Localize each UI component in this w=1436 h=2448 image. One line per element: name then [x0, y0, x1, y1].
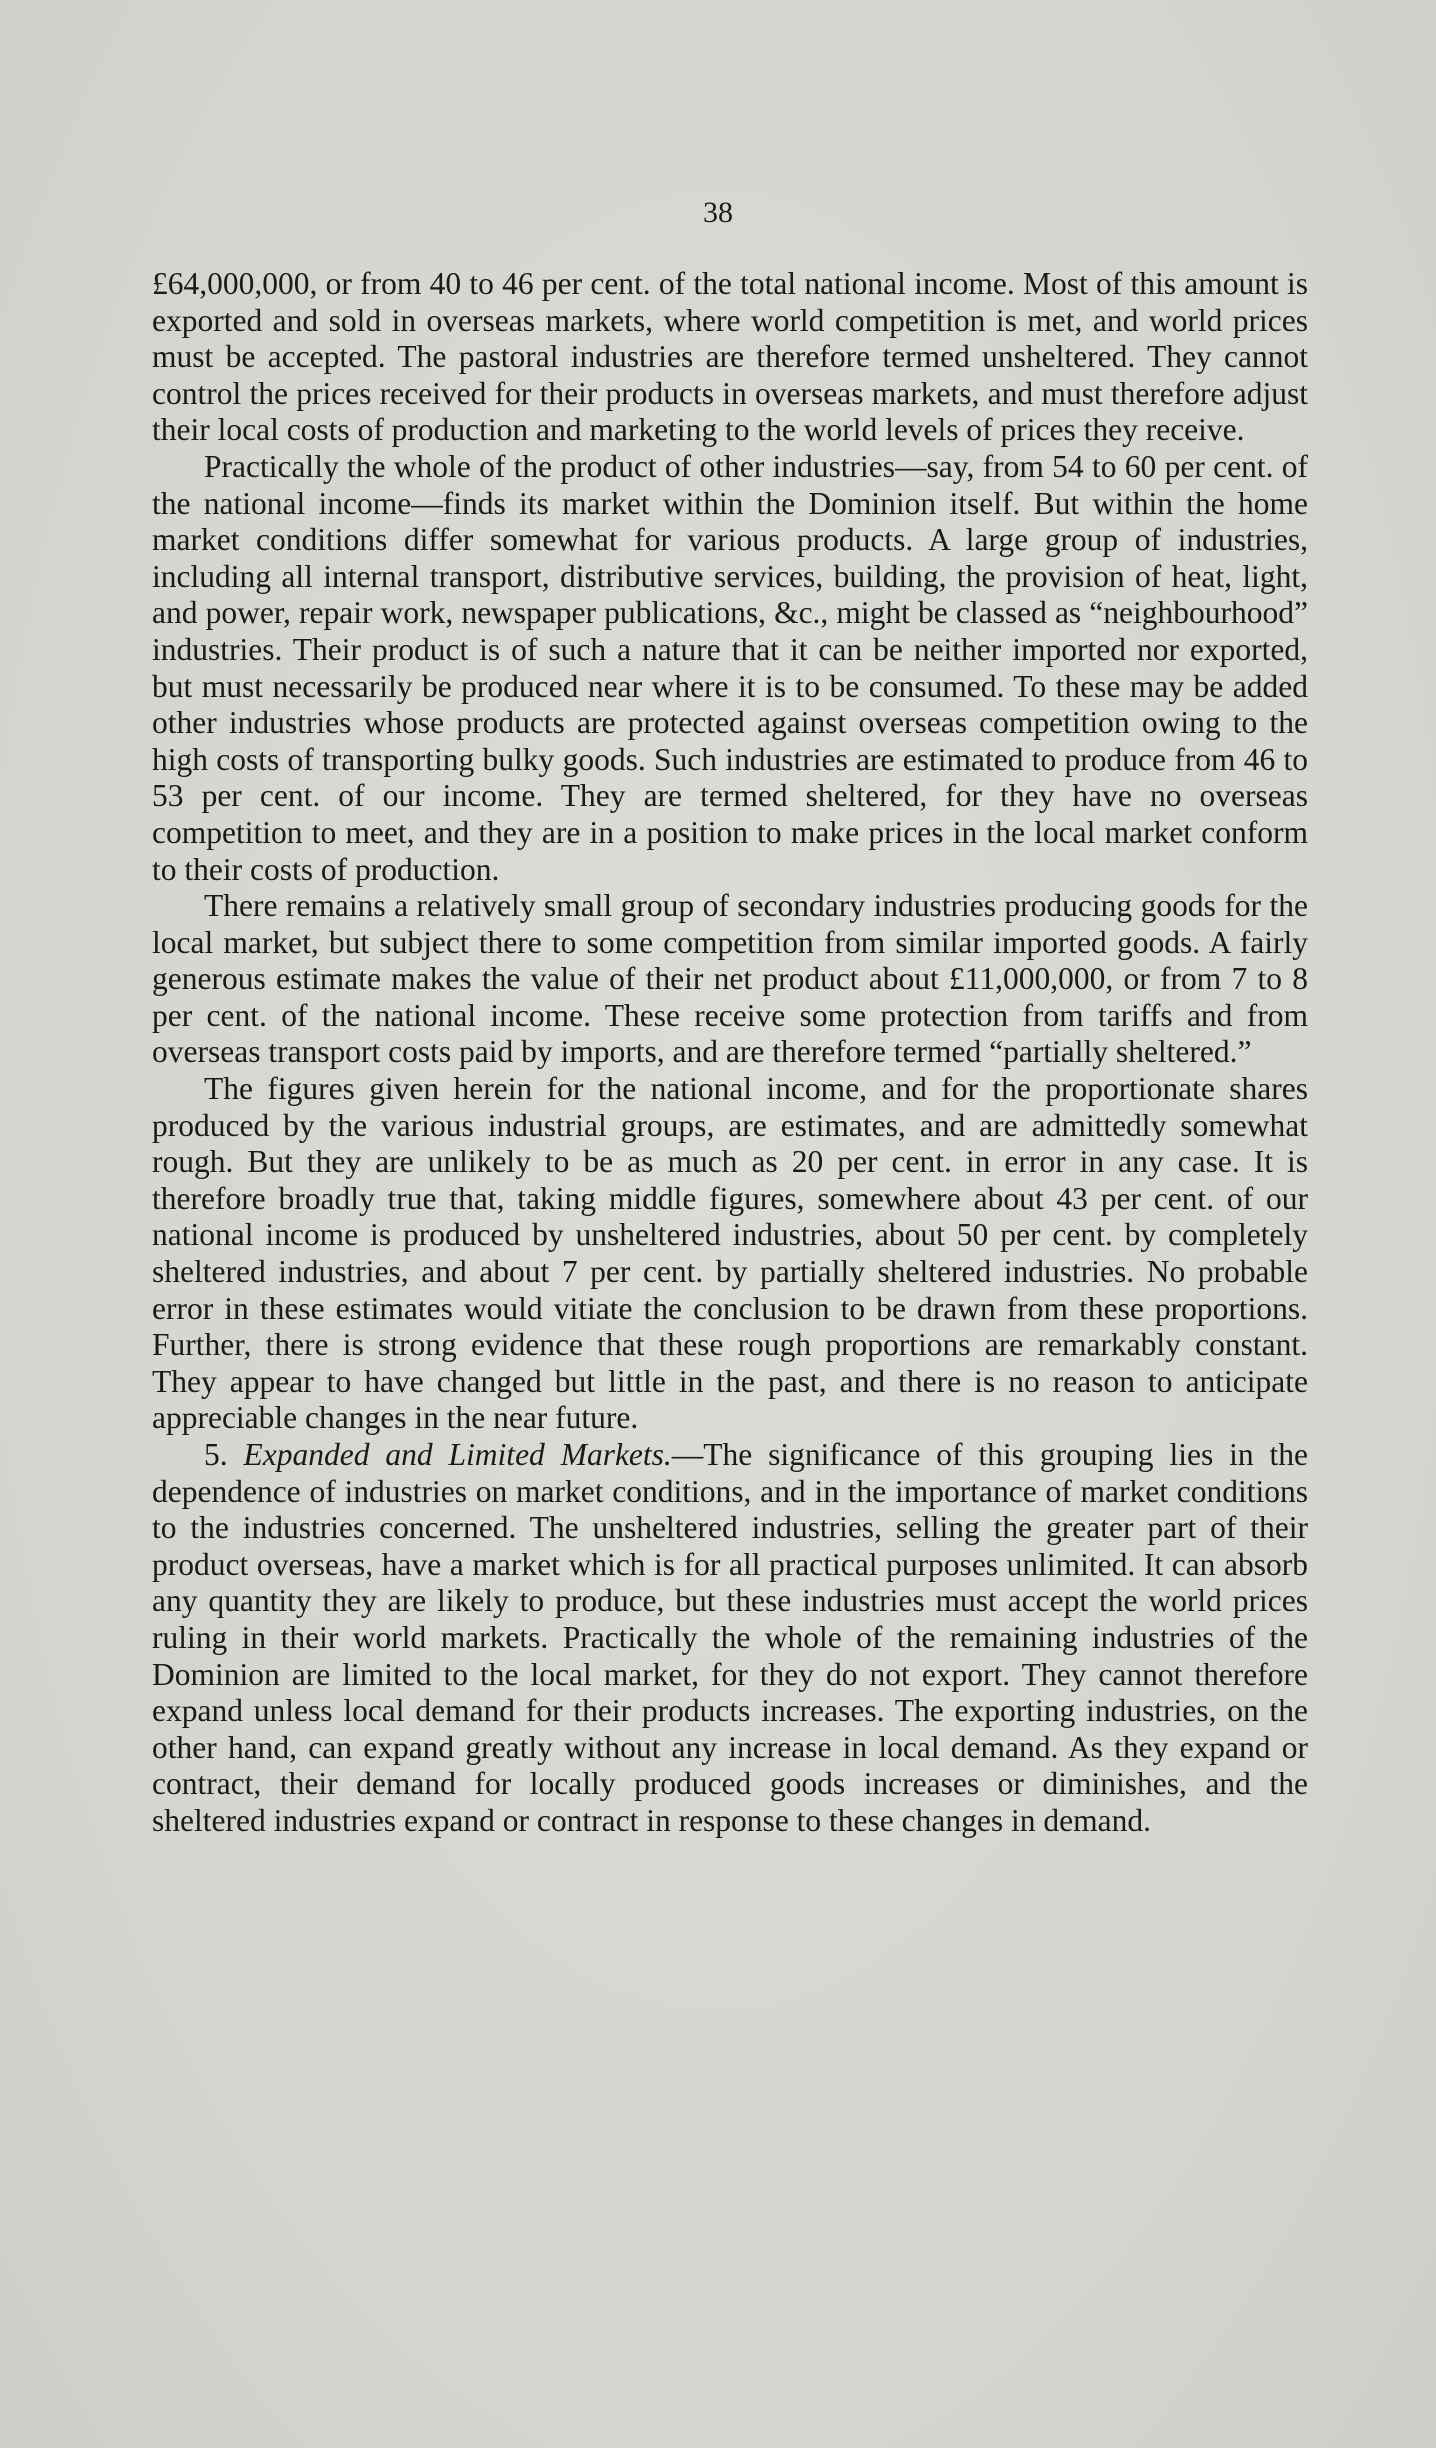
page-number: 38 [703, 196, 733, 229]
paragraph-3: There remains a relatively small group of secondary industries producing goods for the local market, but subject there to some competition from similar imported goods. A fairly generous estimate makes the value of their net product about £11,000,000, or from 7 to 8 per cent. of the national income. These receive some protection from tariffs and from overseas transport costs paid by imports, and are therefore termed “partially sheltered.” [152, 888, 1308, 1070]
body-text [152, 266, 1308, 1840]
paragraph-1: £64,000,000, or from 40 to 46 per cent. of the total national income. Most of this amount is exported and sold in overseas markets, where world competition is met, and world prices must be accepted. The pastoral industries are therefore termed unsheltered. They cannot control the prices received for their products in overseas markets, and must therefore adjust their local costs of production and marketing to the world levels of prices they receive. [152, 266, 1308, 448]
section-number: 5. [204, 1437, 228, 1472]
section-heading: Expanded and Limited Markets. [243, 1437, 672, 1472]
paragraph-5 [152, 1437, 1308, 1840]
paragraph-4: The figures given herein for the national income, and for the proportionate shares produced by the various industrial groups, are estimates, and are admittedly somewhat rough. But they are unlikely to be as much as 20 per cent. in error in any case. It is therefore broadly true that, taking middle figures, somewhere about 43 per cent. of our national income is produced by unsheltered industries, about 50 per cent. by completely sheltered industries, and about 7 per cent. by partially sheltered industries. No probable error in these estimates would vitiate the conclusion to be drawn from these proportions. Further, there is strong evidence that these rough proportions are remarkably constant. They appear to have changed but little in the past, and there is no reason to anticipate appreciable changes in the near future. [152, 1071, 1308, 1436]
paragraph-2: Practically the whole of the product of other industries—say, from 54 to 60 per cent. of the national income—finds its market within the Dominion itself. But within the home market conditions differ somewhat for various products. A large group of industries, including all internal transport, distributive services, building, the provision of heat, light, and power, repair work, newspaper publications, &c., might be classed as “neighbourhood” industries. Their product is of such a nature that it can be neither imported nor exported, but must necessarily be produced near where it is to be consumed. To these may be added other industries whose products are protected against overseas competition owing to the high costs of transporting bulky goods. Such industries are estimated to produce from 46 to 53 per cent. of our income. They are termed sheltered, for they have no overseas competition to meet, and they are in a position to make prices in the local market conform to their costs of production. [152, 448, 1308, 887]
section-text: —The significance of this grouping lies in the dependence of industries on market conditions, and in the importance of market conditions to the industries concerned. The unsheltered industries, selling the greater part of their product overseas, have a market which is for all practical purposes unlimited. It can absorb any quantity they are likely to produce, but these industries must accept the world prices ruling in their world markets. Practically the whole of the remaining industries of the Dominion are limited to the local market, for they do not export. They cannot therefore expand unless local demand for their products increases. The exporting industries, on the other hand, can expand greatly without any increase in local demand. As they expand or contract, their demand for locally produced goods increases or diminishes, and the sheltered industries expand or contract in response to these changes in demand. [152, 1437, 1308, 1838]
